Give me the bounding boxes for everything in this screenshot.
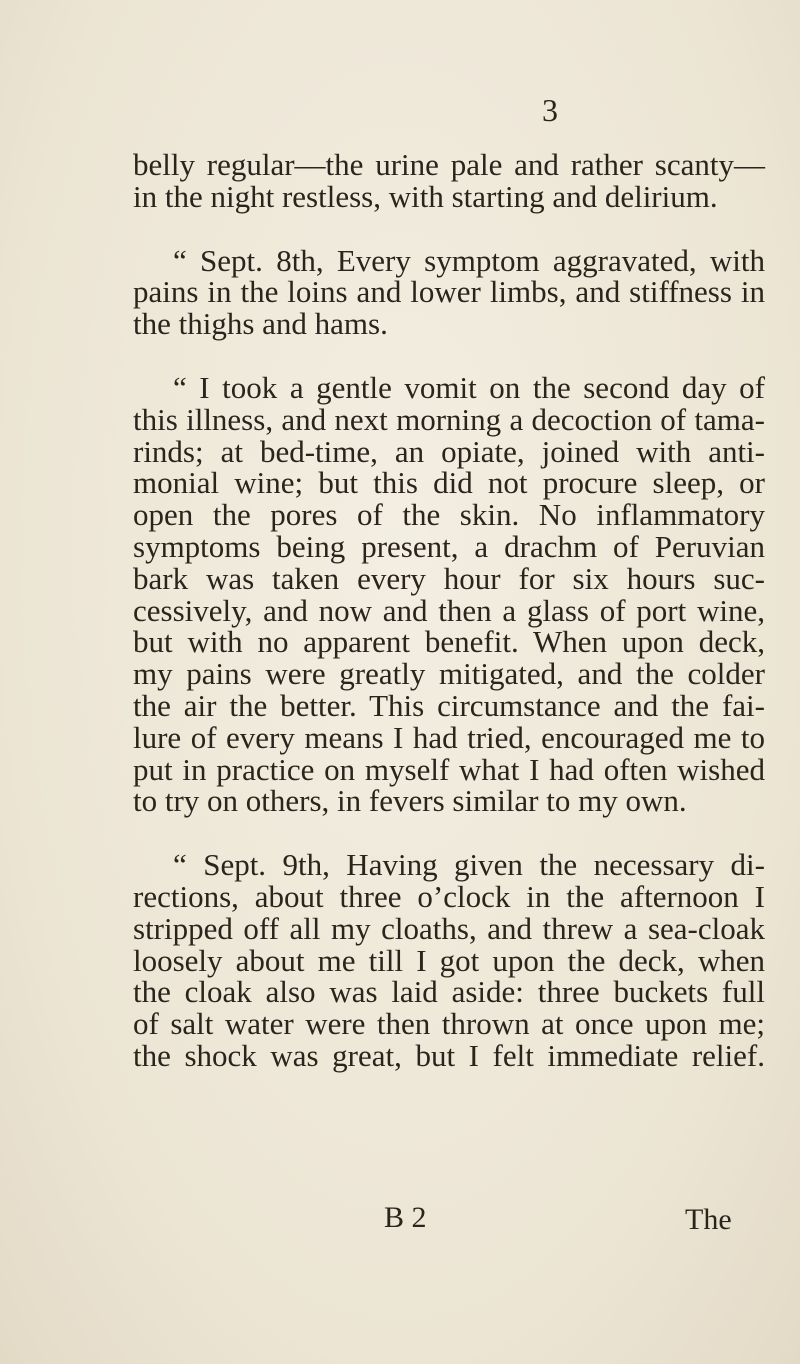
text-line: in the night restless, with starting and delirium.	[133, 178, 718, 214]
paragraph-4	[133, 849, 765, 1072]
text-line: “ Sept. 8th, Every symptom aggravated, with	[173, 242, 765, 278]
text-line: of salt water were then thrown at once upon me;	[133, 1006, 765, 1042]
text-line: pains in the loins and lower limbs, and stiffness in	[133, 274, 765, 310]
text-line: the thighs and hams.	[133, 306, 388, 342]
text-line: rections, about three o’clock in the afternoon I	[133, 878, 765, 914]
text-line: my pains were greatly mitigated, and the colder	[133, 656, 765, 692]
text-line: this illness, and next morning a decoction of tama-	[133, 401, 765, 437]
signature-mark: B 2	[384, 1201, 427, 1234]
text-line: “ I took a gentle vomit on the second day of	[173, 369, 765, 405]
paragraph-1	[133, 149, 765, 213]
text-line: but with no apparent benefit. When upon deck,	[133, 624, 765, 660]
text-line: to try on others, in fevers similar to my own.	[133, 783, 687, 819]
page-footer	[0, 1201, 800, 1241]
text-line: put in practice on myself what I had often wished	[133, 751, 765, 787]
catchword: The	[685, 1203, 732, 1236]
text-line: bark was taken every hour for six hours suc-	[133, 560, 765, 596]
text-line: belly regular—the urine pale and rather scanty—	[133, 147, 765, 182]
text-line: “ Sept. 9th, Having given the necessary di-	[173, 847, 765, 883]
text-line: lure of every means I had tried, encouraged me to	[133, 719, 765, 755]
text-line: monial wine; but this did not procure sleep, or	[133, 465, 765, 501]
text-line: stripped off all my cloaths, and threw a sea-cloak	[133, 910, 765, 946]
text-line: the shock was great, but I felt immediate relief.	[133, 1037, 765, 1073]
text-line: symptoms being present, a drachm of Peruvian	[133, 528, 765, 564]
text-line: open the pores of the skin. No inflammatory	[133, 497, 765, 533]
page-number: 3	[542, 92, 558, 128]
text-line: rinds; at bed-time, an opiate, joined with anti-	[133, 433, 765, 469]
text-line: the air the better. This circumstance and the fai-	[133, 687, 765, 723]
paragraph-3	[133, 369, 765, 819]
text-line: the cloak also was laid aside: three buckets full	[133, 974, 765, 1010]
text-line: loosely about me till I got upon the deck, when	[133, 942, 765, 978]
body-text	[133, 149, 765, 1072]
text-line: cessively, and now and then a glass of port wine,	[133, 592, 765, 628]
paragraph-2	[133, 242, 765, 342]
